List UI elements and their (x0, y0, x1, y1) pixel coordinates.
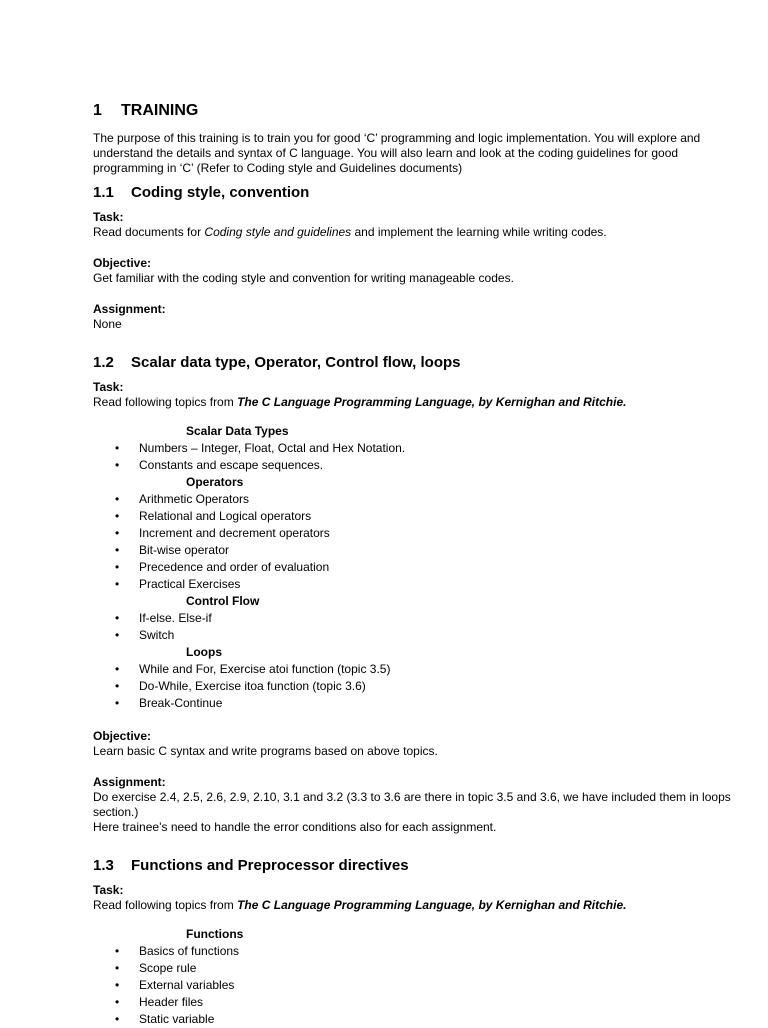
task-text: Read following topics from The C Language Programming Language, by Kernighan and Ritchie. (93, 395, 627, 409)
assignment-note: Here trainee’s need to handle the error conditions also for each assignment. (93, 820, 497, 834)
objective-text: Learn basic C syntax and write programs based on above topics. (93, 744, 438, 758)
assignment-label: Assignment: (93, 302, 166, 316)
list-item: • Break-Continue (93, 695, 733, 712)
bullet-list (93, 943, 733, 1028)
intro-paragraph: The purpose of this training is to train you for good ‘C’ programming and logic implementation. You will explore and understand the details and syntax of C language. You will also learn and look at the coding guidelines for good programming in ‘C’ (Refer to Coding style and Guidelines documents) (93, 131, 701, 175)
section-heading-1-3: 1.3 Functions and Preprocessor directives (93, 857, 409, 874)
task-text: Read documents for Coding style and guidelines and implement the learning while writing codes. (93, 225, 607, 239)
list-item: • Constants and escape sequences. (93, 457, 733, 474)
list-item: • Switch (93, 627, 733, 644)
bullet-list (93, 440, 733, 474)
section-heading-1-2: 1.2 Scalar data type, Operator, Control flow, loops (93, 354, 461, 371)
list-item: • External variables (93, 977, 733, 994)
section-heading-1-1: 1.1 Coding style, convention (93, 184, 310, 201)
objective-label: Objective: (93, 256, 152, 270)
task-label: Task: (93, 210, 124, 224)
task-text: Read following topics from The C Language Programming Language, by Kernighan and Ritchie. (93, 898, 627, 912)
topic-list (93, 926, 733, 1028)
list-item: • Increment and decrement operators (93, 525, 733, 542)
list-item: • Numbers – Integer, Float, Octal and Hex Notation. (93, 440, 733, 457)
subheading-control-flow: Control Flow (186, 594, 260, 608)
subheading-loops: Loops (186, 645, 222, 659)
section-heading-training: 1 TRAINING (93, 102, 199, 119)
list-item: • Arithmetic Operators (93, 491, 733, 508)
objective-label: Objective: (93, 729, 152, 743)
list-item: • Do-While, Exercise itoa function (topic 3.6) (93, 678, 733, 695)
list-item: • Practical Exercises (93, 576, 733, 593)
list-item: • Precedence and order of evaluation (93, 559, 733, 576)
document-page (93, 102, 733, 1028)
subheading-operators: Operators (186, 475, 244, 489)
bullet-list (93, 491, 733, 593)
list-item: • Header files (93, 994, 733, 1011)
bullet-list (93, 610, 733, 644)
objective-text: Get familiar with the coding style and convention for writing manageable codes. (93, 271, 514, 285)
subheading-functions: Functions (186, 927, 244, 941)
assignment-label: Assignment: (93, 775, 166, 789)
list-item: • Static variable (93, 1011, 733, 1028)
list-item: • While and For, Exercise atoi function (topic 3.5) (93, 661, 733, 678)
assignment-text: None (93, 317, 122, 331)
list-item: • If-else. Else-if (93, 610, 733, 627)
assignment-text: Do exercise 2.4, 2.5, 2.6, 2.9, 2.10, 3.1 and 3.2 (3.3 to 3.6 are there in topic 3.5 and 3.6, we have included them in loops section.) (93, 790, 731, 819)
task-label: Task: (93, 883, 124, 897)
list-item: • Relational and Logical operators (93, 508, 733, 525)
subheading-scalar-data-types: Scalar Data Types (186, 424, 289, 438)
list-item: • Scope rule (93, 960, 733, 977)
list-item: • Bit-wise operator (93, 542, 733, 559)
list-item: • Basics of functions (93, 943, 733, 960)
task-label: Task: (93, 380, 124, 394)
topic-list (93, 423, 733, 712)
bullet-list (93, 661, 733, 712)
